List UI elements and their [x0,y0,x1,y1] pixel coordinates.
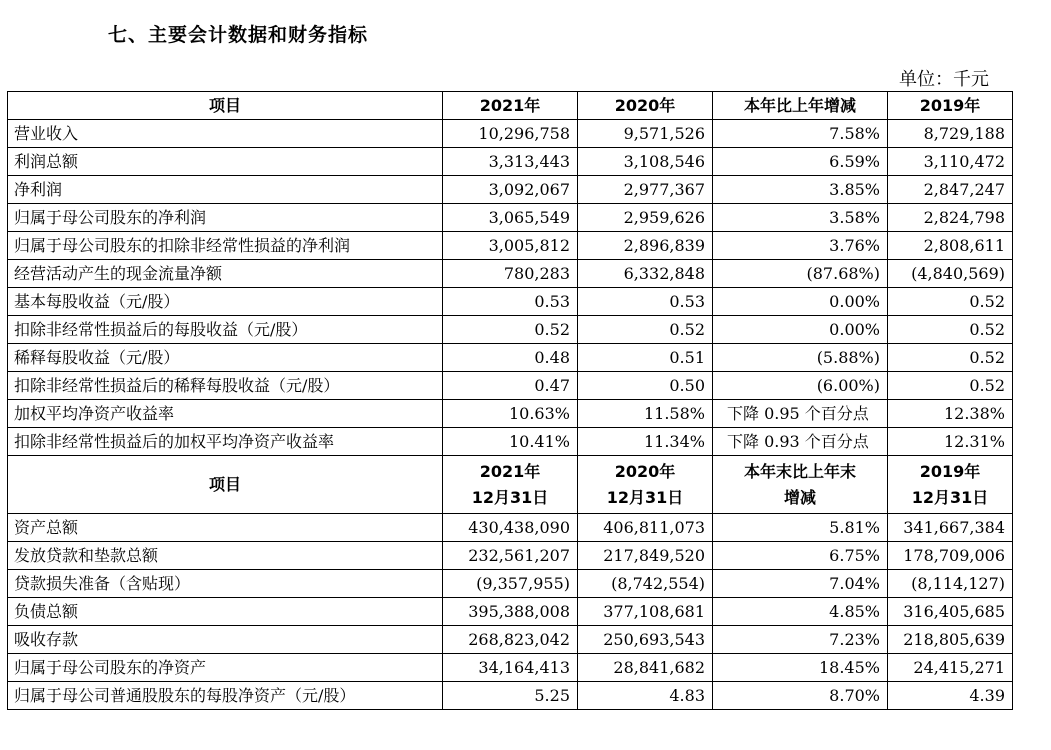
value-2021: 3,005,812 [443,232,578,260]
value-2021: 0.53 [443,288,578,316]
table-header-row [8,92,1013,120]
value-2019: (4,840,569) [888,260,1013,288]
value-change: 18.45% [713,654,888,682]
value-2020: 217,849,520 [578,542,713,570]
value-change: 6.59% [713,148,888,176]
table-row [8,176,1013,204]
row-label: 归属于母公司股东的净资产 [8,654,443,682]
value-change: 4.85% [713,598,888,626]
value-2019: 218,805,639 [888,626,1013,654]
value-change: 3.58% [713,204,888,232]
row-label: 净利润 [8,176,443,204]
value-2020: 2,959,626 [578,204,713,232]
row-label: 经营活动产生的现金流量净额 [8,260,443,288]
value-change: 下降 0.95 个百分点 [713,400,888,428]
header-2019: 2019年 [888,92,1013,120]
value-2020: 406,811,073 [578,514,713,542]
table-row [8,204,1013,232]
header-2020: 2020年 [578,92,713,120]
value-2019: 2,824,798 [888,204,1013,232]
value-2019: 0.52 [888,288,1013,316]
value-2021: 10,296,758 [443,120,578,148]
value-2021: 34,164,413 [443,654,578,682]
row-label: 归属于母公司普通股股东的每股净资产（元/股） [8,682,443,710]
section-title: 七、主要会计数据和财务指标 [108,24,369,46]
table-row [8,626,1013,654]
header2-2021: 2021年 12月31日 [443,456,578,514]
value-2020: (8,742,554) [578,570,713,598]
value-change: 3.85% [713,176,888,204]
value-change: 下降 0.93 个百分点 [713,428,888,456]
row-label: 归属于母公司股东的净利润 [8,204,443,232]
value-2020: 250,693,543 [578,626,713,654]
value-2021: 0.52 [443,316,578,344]
value-2019: 0.52 [888,344,1013,372]
value-2019: 8,729,188 [888,120,1013,148]
value-2020: 11.34% [578,428,713,456]
table-row [8,316,1013,344]
header-item: 项目 [8,92,443,120]
value-2021: 10.41% [443,428,578,456]
row-label: 营业收入 [8,120,443,148]
value-2020: 3,108,546 [578,148,713,176]
value-2020: 0.50 [578,372,713,400]
value-change: 5.81% [713,514,888,542]
row-label: 资产总额 [8,514,443,542]
table-row [8,598,1013,626]
row-label: 扣除非经常性损益后的稀释每股收益（元/股） [8,372,443,400]
header2-change: 本年末比上年末 增减 [713,456,888,514]
header2-item: 项目 [8,456,443,514]
value-2021: 3,092,067 [443,176,578,204]
value-2019: 3,110,472 [888,148,1013,176]
header2-2019: 2019年 12月31日 [888,456,1013,514]
row-label: 发放贷款和垫款总额 [8,542,443,570]
table-row [8,148,1013,176]
row-label: 归属于母公司股东的扣除非经常性损益的净利润 [8,232,443,260]
row-label: 扣除非经常性损益后的每股收益（元/股） [8,316,443,344]
value-2021: 3,065,549 [443,204,578,232]
value-2020: 2,896,839 [578,232,713,260]
table-row [8,570,1013,598]
row-label: 贷款损失准备（含贴现） [8,570,443,598]
value-2019: 0.52 [888,372,1013,400]
value-2021: (9,357,955) [443,570,578,598]
table-row [8,260,1013,288]
table-row [8,344,1013,372]
value-2021: 10.63% [443,400,578,428]
value-2019: 24,415,271 [888,654,1013,682]
value-2020: 4.83 [578,682,713,710]
row-label: 加权平均净资产收益率 [8,400,443,428]
value-change: 7.04% [713,570,888,598]
value-change: 3.76% [713,232,888,260]
financial-indicators-table [7,91,1013,710]
value-2021: 780,283 [443,260,578,288]
value-2020: 9,571,526 [578,120,713,148]
value-2019: 341,667,384 [888,514,1013,542]
value-2020: 377,108,681 [578,598,713,626]
value-change: 0.00% [713,288,888,316]
value-2020: 2,977,367 [578,176,713,204]
unit-label: 单位：千元 [899,69,989,90]
table-row [8,654,1013,682]
value-2019: 12.38% [888,400,1013,428]
value-2019: 12.31% [888,428,1013,456]
value-2019: 4.39 [888,682,1013,710]
value-change: (6.00%) [713,372,888,400]
value-2019: 2,847,247 [888,176,1013,204]
value-2019: 178,709,006 [888,542,1013,570]
row-label: 吸收存款 [8,626,443,654]
value-change: 7.58% [713,120,888,148]
table-row [8,400,1013,428]
value-2019: 2,808,611 [888,232,1013,260]
header2-2020: 2020年 12月31日 [578,456,713,514]
table-row [8,372,1013,400]
value-2021: 5.25 [443,682,578,710]
table-row [8,542,1013,570]
header-change: 本年比上年增减 [713,92,888,120]
value-2021: 430,438,090 [443,514,578,542]
table-row [8,682,1013,710]
value-2019: 316,405,685 [888,598,1013,626]
table-row [8,232,1013,260]
value-change: 7.23% [713,626,888,654]
value-2020: 0.51 [578,344,713,372]
row-label: 扣除非经常性损益后的加权平均净资产收益率 [8,428,443,456]
value-change: 0.00% [713,316,888,344]
value-2021: 395,388,008 [443,598,578,626]
table-header-row-balance [8,456,1013,514]
table-row [8,120,1013,148]
table-row [8,428,1013,456]
value-2020: 0.52 [578,316,713,344]
value-change: (5.88%) [713,344,888,372]
value-2020: 6,332,848 [578,260,713,288]
value-2020: 28,841,682 [578,654,713,682]
value-change: 6.75% [713,542,888,570]
value-2021: 232,561,207 [443,542,578,570]
value-2020: 0.53 [578,288,713,316]
table-row [8,514,1013,542]
row-label: 稀释每股收益（元/股） [8,344,443,372]
row-label: 负债总额 [8,598,443,626]
value-2020: 11.58% [578,400,713,428]
value-change: (87.68%) [713,260,888,288]
row-label: 利润总额 [8,148,443,176]
value-2021: 3,313,443 [443,148,578,176]
value-2019: (8,114,127) [888,570,1013,598]
value-2021: 0.48 [443,344,578,372]
value-2019: 0.52 [888,316,1013,344]
row-label: 基本每股收益（元/股） [8,288,443,316]
table-row [8,288,1013,316]
value-2021: 268,823,042 [443,626,578,654]
value-change: 8.70% [713,682,888,710]
header-2021: 2021年 [443,92,578,120]
value-2021: 0.47 [443,372,578,400]
